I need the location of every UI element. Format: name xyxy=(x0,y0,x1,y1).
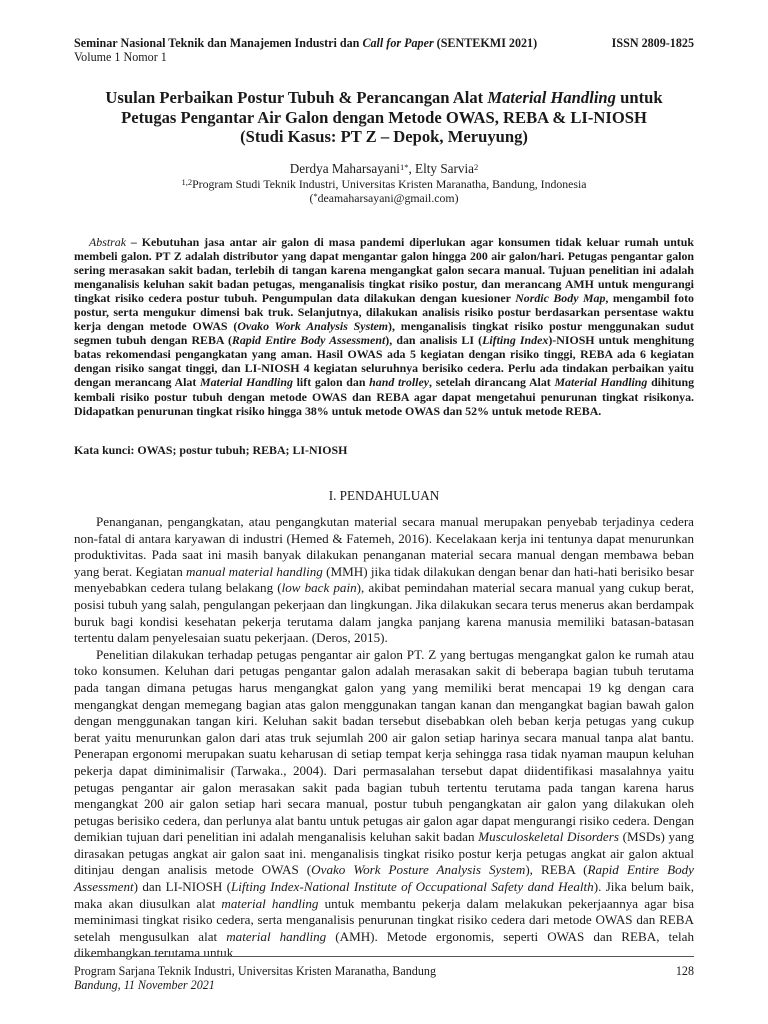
volume-number: Volume 1 Nomor 1 xyxy=(74,50,167,64)
abstract: Abstrak – Kebutuhan jasa antar air galon di masa pandemi diperlukan agar konsumen tidak keluar rumah untuk membeli galon. PT Z adalah distributor yang dapat mengantar galon hingga 200 air galon/hari. Petugas pengantar galon sering merasakan sakit badan, terlebih di tangan karena mengangkat galon secara manual. Tujuan penelitian ini adalah menganalisis keluhan sakit badan petugas, menganalisis tingkat risiko postur, dan merancang AMH untuk mengurangi tingkat risiko cedera postur tubuh. Pengumpulan data dilakukan dengan kuesioner Nordic Body Map, mengambil foto postur, serta mengukur dimensi bak truk. Selanjutnya, dilakukan analisis risiko postur berdasarkan persentase waktu kerja dengan metode OWAS (Ovako Work Analysis System), menganalisis tingkat risiko postur menggunakan sudut segmen tubuh dengan REBA (Rapid Entire Body Assessment), dan analisis LI (Lifting Index)-NIOSH untuk menghitung batas rekomendasi pengangkatan yang aman. Hasil OWAS ada 5 kegiatan dengan risiko tinggi, REBA ada 6 kegiatan dengan risiko sangat tinggi, dan LI-NIOSH 4 kegiatan seluruhnya berisiko cedera. Perlu ada tindakan perbaikan yaitu dengan merancang Alat Material Handling lift galon dan hand trolley, setelah dirancang Alat Material Handling dihitung kembali risiko postur tubuh dengan metode OWAS dan REBA agar dapat mengetahui penurunan tingkat risikonya. Didapatkan penurunan tingkat risiko hingga 38% untuk metode OWAS dan 52% untuk metode REBA. xyxy=(74,235,695,418)
paper-title: Usulan Perbaikan Postur Tubuh & Perancangan Alat Material Handling untuk Petugas Pengantar Air Galon dengan Metode OWAS, REBA & LI-NIOSH (Studi Kasus: PT Z – Depok, Meruyung) xyxy=(105,88,663,146)
paragraph: Penanganan, pengangkatan, atau pengangkutan material secara manual merupakan penyebab terjadinya cedera non-fatal di antara karyawan di industri (Hemed & Fatemeh, 2016). Kecelakaan kerja ini tentunya dapat menurunkan produktivitas. Pada saat ini masih banyak dilakukan penanganan material secara manual dengan membawa beban yang berat. Kegiatan manual material handling (MMH) jika tidak dilakukan dengan benar dan hati-hati berisiko besar menyebabkan cedera tulang belakang (low back pain), akibat pemindahan material secara manual yang cukup berat, posisi tubuh yang salah, pengulangan pekerjaan dan lingkungan. Jika dilakukan secara terus menerus akan berdampak buruk bagi kondisi kesehatan pekerja terutama dalam jangka panjang karena manusia memiliki batasan-batasan tertentu dalam penyelesaian suatu pekerjaan. (Deros, 2015). xyxy=(74,514,694,646)
footer-program: Program Sarjana Teknik Industri, Universitas Kristen Maranatha, Bandung xyxy=(74,964,436,978)
footer-date: Bandung, 11 November 2021 xyxy=(74,978,215,992)
issn: ISSN 2809-1825 xyxy=(611,36,694,50)
running-footer xyxy=(74,964,694,992)
affiliation: $^{1,2}$Program Studi Teknik Industri, Universitas Kristen Maranatha, Bandung, Indonesia xyxy=(181,177,587,191)
conference-name: Seminar Nasional Teknik dan Manajemen Industri dan Call for Paper (SENTEKMI 2021) xyxy=(74,36,538,50)
email: (*deamaharsayani@gmail.com) xyxy=(309,191,459,205)
abstract-label: Abstrak xyxy=(89,235,126,249)
author-block xyxy=(74,161,694,205)
body-text xyxy=(74,514,694,962)
paragraph: Penelitian dilakukan terhadap petugas pengantar air galon PT. Z yang bertugas mengangkat galon ke rumah atau toko konsumen. Keluhan dari petugas pengantar galon adalah merasakan sakit di beberapa bagian tubuh terutama pada tangan dimana petugas harus mengangkat galon yang yang memiliki berat mencapai 19 kg dengan cara mengangkat dengan memegang bagian atas galon menggunakan tangan kanan dan mengangkat bagian bawah galon dengan menggunakan tangan kiri. Keluhan sakit badan tersebut disebabkan oleh beban kerja petugas yang cukup berat yaitu menurunkan galon dari atas truk sejumlah 200 air galon setiap harinya secara manual tanpa alat bantu. Penerapan ergonomi merupakan suatu keharusan di setiap tempat kerja sehingga rasa tidak nyaman maupun keluhan pekerja dapat diminimalisir (Tarwaka., 2004). Dari permasalahan tersebut dapat diidentifikasi masalahnya yaitu petugas pengantar air galon merasakan sakit pada bagian tubuh tertentu terutama pada tangan karena harus mengangkat 200 air galon setiap hari secara manual, postur tubuh pengangkatan air galon yang dilakukan oleh petugas berisiko cedera, dan perlunya alat bantu untuk petugas air galon agar dapat mengurangi risiko cedera. Dengan demikian tujuan dari penelitian ini adalah menganalisis keluhan sakit badan Musculoskeletal Disorders (MSDs) yang dirasakan petugas angkat air galon saat ini. menganalisis tingkat risiko postur kerja petugas angkat air galon aktual ditinjau dengan analisis metode OWAS (Ovako Work Posture Analysis System), REBA (Rapid Entire Body Assessment) dan LI-NIOSH (Lifting Index-National Institute of Occupational Safety dand Health). Jika belum baik, maka akan diusulkan alat material handling untuk membantu pekerja dalam melakukan pekerjaannya agar bisa meminimasi tingkat risiko cedera, serta menganalisis penurunan tingkat risiko cedera dari metode OWAS dan REBA setelah mengusulkan alat material handling (AMH). Metode ergonomis, seperti OWAS dan REBA, telah dikembangkan terutama untuk xyxy=(74,646,695,961)
section-heading: I. PENDAHULUAN xyxy=(328,488,440,503)
footer-divider xyxy=(74,956,694,957)
author-names: Derdya Maharsayani$^{1*}$, Elty Sarvia$^2$ xyxy=(289,161,479,176)
page-number: 128 xyxy=(675,964,694,978)
keywords: Kata kunci: OWAS; postur tubuh; REBA; LI-NIOSH xyxy=(74,443,348,457)
running-header xyxy=(74,36,694,64)
